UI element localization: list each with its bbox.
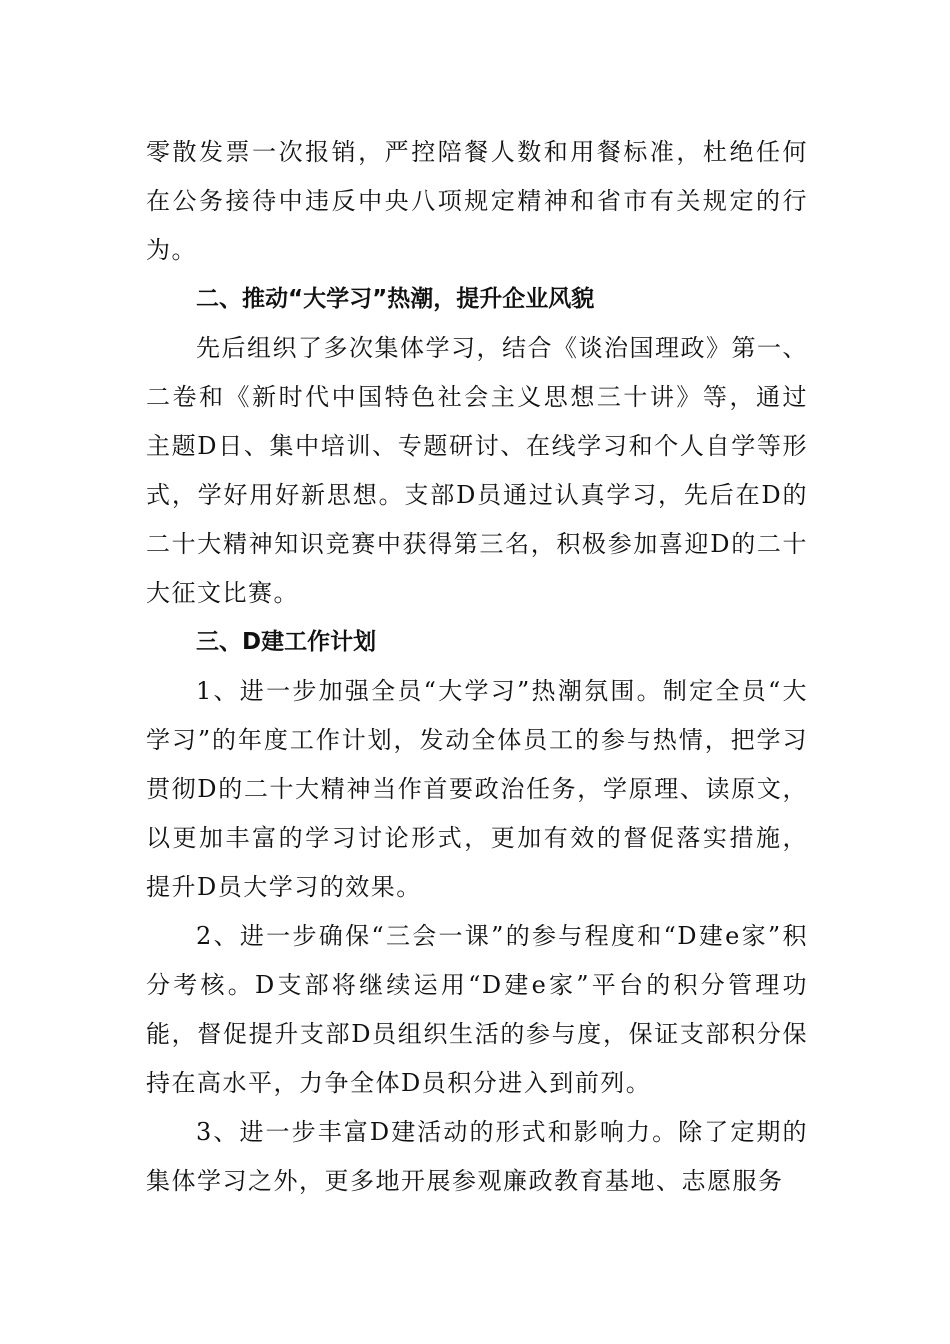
paragraph-study: 先后组织了多次集体学习，结合《谈治国理政》第一、二卷和《新时代中国特色社会主义思想三十讲》等，通过主题D日、集中培训、专题研讨、在线学习和个人自学等形式，学好用好新思想。支部D员通过认真学习，先后在D的二十大精神知识竞赛中获得第三名，积极参加喜迎D的二十大征文比赛。: [146, 334, 808, 607]
section-heading-2: 二、推动“大学习”热潮，提升企业风貌: [196, 286, 595, 312]
paragraph-plan-3: 3、进一步丰富D建活动的形式和影响力。除了定期的集体学习之外，更多地开展参观廉政教育基地、志愿服务: [146, 1118, 808, 1195]
paragraph-plan-1: 1、进一步加强全员“大学习”热潮氛围。制定全员“大学习”的年度工作计划，发动全体员工的参与热情，把学习贯彻D的二十大精神当作首要政治任务，学原理、读原文，以更加丰富的学习讨论形式，更加有效的督促落实措施，提升D员大学习的效果。: [146, 677, 808, 901]
section-heading-3: 三、D建工作计划: [196, 629, 377, 655]
paragraph-reimbursement: 零散发票一次报销，严控陪餐人数和用餐标准，杜绝任何在公务接待中违反中央八项规定精神和省市有关规定的行为。: [146, 138, 808, 264]
paragraph-plan-2: 2、进一步确保“三会一课”的参与程度和“D建e家”积分考核。D支部将继续运用“D建e家”平台的积分管理功能，督促提升支部D员组织生活的参与度，保证支部积分保持在高水平，力争全体D员积分进入到前列。: [146, 922, 808, 1097]
document-body: [146, 128, 808, 1206]
